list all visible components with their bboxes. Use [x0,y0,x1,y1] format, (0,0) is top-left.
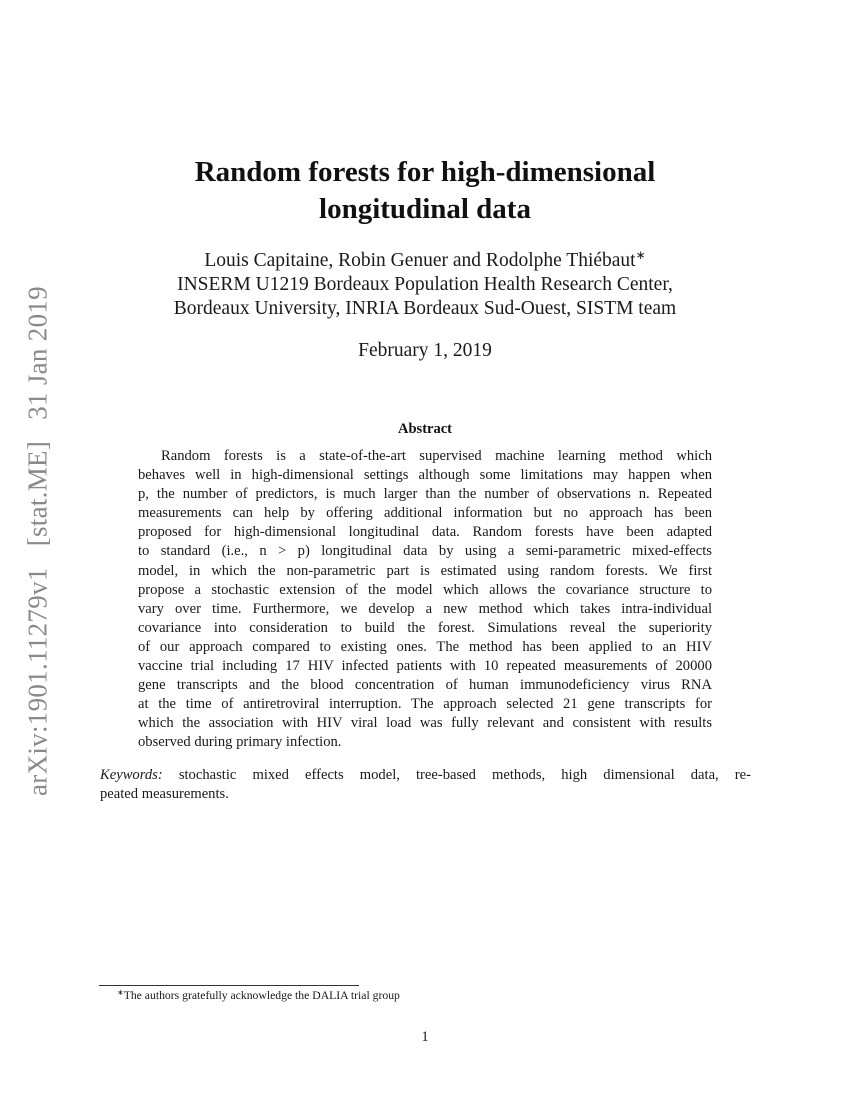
affiliation-line: INSERM U1219 Bordeaux Population Health Research Center, [177,274,673,295]
keywords [100,766,751,804]
abstract-line: of our approach compared to existing ones. The method has been applied to an HIV [138,638,712,655]
abstract-body [138,447,712,753]
authors: Louis Capitaine, Robin Genuer and Rodolphe Thiébaut [204,250,636,271]
authors-line [0,249,850,273]
abstract-line: which the association with HIV viral load was fully relevant and consistent with results [138,715,712,732]
abstract-line: at the time of antiretroviral interruption. The approach selected 21 gene transcripts for [138,696,712,713]
footnote [117,989,400,1002]
abstract-line: covariance into consideration to build the forest. Simulations reveal the superiority [138,619,712,636]
keywords-line: peated measurements. [100,786,229,803]
paper-title [0,154,850,228]
abstract-line: vary over time. Furthermore, we develop a new method which takes intra-individual [138,600,712,617]
page-number: 1 [421,1029,429,1045]
arxiv-date: 31 Jan 2019 [22,286,53,420]
abstract-line: to standard (i.e., n > p) longitudinal data by using a semi-parametric mixed-effects [138,543,712,560]
abstract-line: Random forests is a state-of-the-art supervised machine learning method which [161,448,712,464]
abstract-line: p, the number of predictors, is much larger than the number of observations n. Repeated [138,486,712,503]
keywords-text: stochastic mixed effects model, tree-based methods, high dimensional data, re- [178,767,751,783]
footnote-divider [99,985,359,986]
abstract-line: measurements can help by offering additional information but no approach has been [138,505,712,522]
keywords-line [100,766,751,785]
paper-date: February 1, 2019 [358,340,492,361]
arxiv-stamp [23,286,54,796]
abstract-line: gene transcripts and the blood concentration of human immunodeficiency virus RNA [138,677,712,694]
affiliation-line: Bordeaux University, INRIA Bordeaux Sud-Ouest, SISTM team [173,298,677,319]
author-footnote-marker: ∗ [635,248,646,262]
arxiv-category: [stat.ME] [22,440,53,547]
keywords-label: Keywords: [100,767,163,783]
title-line: longitudinal data [319,193,531,225]
abstract-line: propose a stochastic extension of the model which allows the covariance structure to [138,581,712,598]
abstract-line: vaccine trial including 17 HIV infected patients with 10 repeated measurements of 20000 [138,658,712,675]
abstract-line: proposed for high-dimensional longitudinal data. Random forests have been adapted [138,524,712,541]
abstract-heading: Abstract [398,421,452,437]
title-line: Random forests for high-dimensional [194,156,656,188]
footnote-text: The authors gratefully acknowledge the DALIA trial group [123,989,400,1002]
footnote-marker: ∗ [117,988,124,997]
abstract-line: model, in which the non-parametric part is estimated using random forests. We first [138,562,712,579]
author-block [0,249,850,321]
arxiv-id: arXiv:1901.11279v1 [22,567,53,796]
abstract-line: behaves well in high-dimensional settings although some limitations may happen when [138,467,712,484]
abstract-line: observed during primary infection. [138,734,342,751]
